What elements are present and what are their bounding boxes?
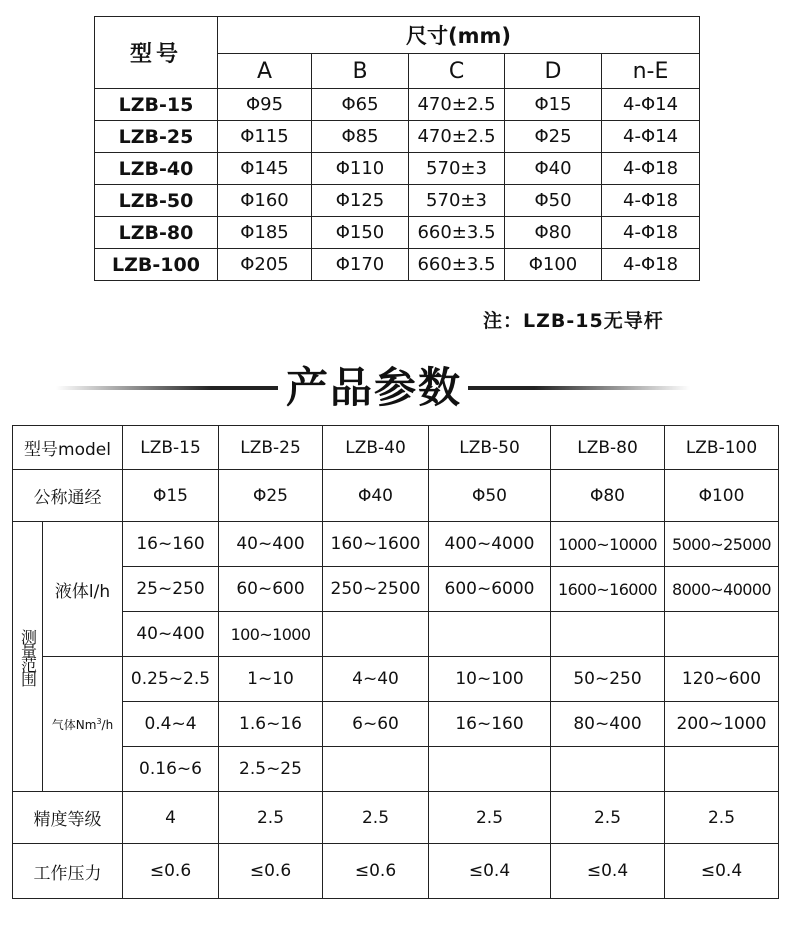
table-cell: Φ150 [312,217,409,249]
table-cell: 0.25~2.5 [123,657,219,702]
table-cell: 200~1000 [665,702,779,747]
table-cell: Φ115 [218,121,312,153]
column-header-c: C [409,54,505,89]
table-cell: Φ50 [429,470,551,522]
table-cell: ≤0.6 [323,844,429,899]
table-cell: Φ100 [665,470,779,522]
model-cell: LZB-100 [95,249,218,281]
table-row [95,185,700,217]
table-cell: 40~400 [123,612,219,657]
table-cell: 1600~16000 [551,567,665,612]
gas-label [43,657,123,792]
table-cell [665,747,779,792]
model-cell: LZB-100 [665,426,779,470]
table-row [95,153,700,185]
table-cell: 4-Φ18 [602,249,700,281]
table-cell: ≤0.4 [429,844,551,899]
table-row [13,747,779,792]
table-cell: 1.6~16 [219,702,323,747]
model-label: 型号model [13,426,123,470]
model-cell: LZB-25 [95,121,218,153]
table-cell: 4 [123,792,219,844]
table-row [13,470,779,522]
table-cell [551,612,665,657]
table-cell: 16~160 [429,702,551,747]
table-row [13,567,779,612]
table-cell: 2.5 [551,792,665,844]
model-cell: LZB-50 [95,185,218,217]
table-cell [429,612,551,657]
column-header-ne: n-E [602,54,700,89]
table-cell: Φ50 [505,185,602,217]
gas-label-suffix: /h [101,717,114,732]
working-pressure-label: 工作压力 [13,844,123,899]
table-cell [323,747,429,792]
table-cell: Φ40 [323,470,429,522]
accuracy-label: 精度等级 [13,792,123,844]
table-cell: 0.16~6 [123,747,219,792]
model-cell: LZB-80 [95,217,218,249]
table-cell: 4~40 [323,657,429,702]
model-cell: LZB-80 [551,426,665,470]
table-cell: 10~100 [429,657,551,702]
measuring-range-label: 测量范围 [13,522,43,792]
table-cell: 2.5 [219,792,323,844]
table-row [13,522,779,567]
table-cell: 8000~40000 [665,567,779,612]
table-cell: 4-Φ14 [602,89,700,121]
table-cell: 160~1600 [323,522,429,567]
table-row [13,792,779,844]
size-header: 尺寸(mm) [218,17,700,54]
table-cell: 4-Φ18 [602,153,700,185]
table-cell: Φ145 [218,153,312,185]
table-cell: 250~2500 [323,567,429,612]
model-header: 型号 [95,17,218,89]
table-cell: 660±3.5 [409,249,505,281]
table-row [95,249,700,281]
table-cell: Φ125 [312,185,409,217]
table-cell: 600~6000 [429,567,551,612]
model-cell: LZB-15 [123,426,219,470]
table-cell: Φ160 [218,185,312,217]
column-header-a: A [218,54,312,89]
table-row [95,89,700,121]
model-cell: LZB-15 [95,89,218,121]
table-cell: Φ65 [312,89,409,121]
gas-label-prefix: 气体Nm [51,717,97,732]
table-row [13,844,779,899]
section-title: 产品参数 [285,363,462,412]
table-cell: Φ100 [505,249,602,281]
table-cell: 1000~10000 [551,522,665,567]
table-cell: 2.5 [665,792,779,844]
table-cell: 470±2.5 [409,89,505,121]
model-cell: LZB-40 [323,426,429,470]
table-cell [665,612,779,657]
table-cell: 0.4~4 [123,702,219,747]
table-cell: Φ15 [505,89,602,121]
gas-label-superscript: 3 [96,716,102,726]
table-cell: 2.5 [429,792,551,844]
table-cell: 400~4000 [429,522,551,567]
dimensions-table [94,16,700,281]
table-cell: Φ80 [551,470,665,522]
table-cell: Φ25 [219,470,323,522]
table-cell: Φ170 [312,249,409,281]
table-cell: 6~60 [323,702,429,747]
table-cell: 80~400 [551,702,665,747]
liquid-label: 液体l/h [43,522,123,657]
table-cell: 25~250 [123,567,219,612]
table-cell: 2.5~25 [219,747,323,792]
table-cell: ≤0.4 [551,844,665,899]
table-cell: Φ15 [123,470,219,522]
footnote: 注：LZB-15无导杆 [483,310,664,332]
table-cell: Φ80 [505,217,602,249]
table-cell: 2.5 [323,792,429,844]
nominal-diameter-label: 公称通经 [13,470,123,522]
table-cell: ≤0.6 [219,844,323,899]
table-cell [551,747,665,792]
table-cell: 660±3.5 [409,217,505,249]
model-cell: LZB-40 [95,153,218,185]
table-row [95,121,700,153]
table-cell: 60~600 [219,567,323,612]
table-cell: Φ110 [312,153,409,185]
table-cell: ≤0.4 [665,844,779,899]
table-cell: 50~250 [551,657,665,702]
table-cell [323,612,429,657]
table-cell: 40~400 [219,522,323,567]
table-cell: 570±3 [409,185,505,217]
table-cell: Φ185 [218,217,312,249]
table-cell: Φ40 [505,153,602,185]
table-cell [429,747,551,792]
table-cell: 1~10 [219,657,323,702]
table-cell: 5000~25000 [665,522,779,567]
column-header-d: D [505,54,602,89]
title-rule-right [468,386,690,390]
table-cell: Φ205 [218,249,312,281]
column-header-b: B [312,54,409,89]
table-cell: 4-Φ18 [602,217,700,249]
table-cell: 470±2.5 [409,121,505,153]
table-row [13,612,779,657]
table-cell: 4-Φ14 [602,121,700,153]
model-cell: LZB-25 [219,426,323,470]
parameters-table [12,425,779,899]
table-cell: Φ85 [312,121,409,153]
title-rule-left [56,386,278,390]
table-cell: 120~600 [665,657,779,702]
table-row [95,217,700,249]
table-cell: ≤0.6 [123,844,219,899]
table-cell: 570±3 [409,153,505,185]
table-cell: Φ25 [505,121,602,153]
table-cell: Φ95 [218,89,312,121]
table-cell: 16~160 [123,522,219,567]
table-row [13,657,779,702]
table-row [13,426,779,470]
table-cell: 100~1000 [219,612,323,657]
table-row [13,702,779,747]
table-cell: 4-Φ18 [602,185,700,217]
model-cell: LZB-50 [429,426,551,470]
